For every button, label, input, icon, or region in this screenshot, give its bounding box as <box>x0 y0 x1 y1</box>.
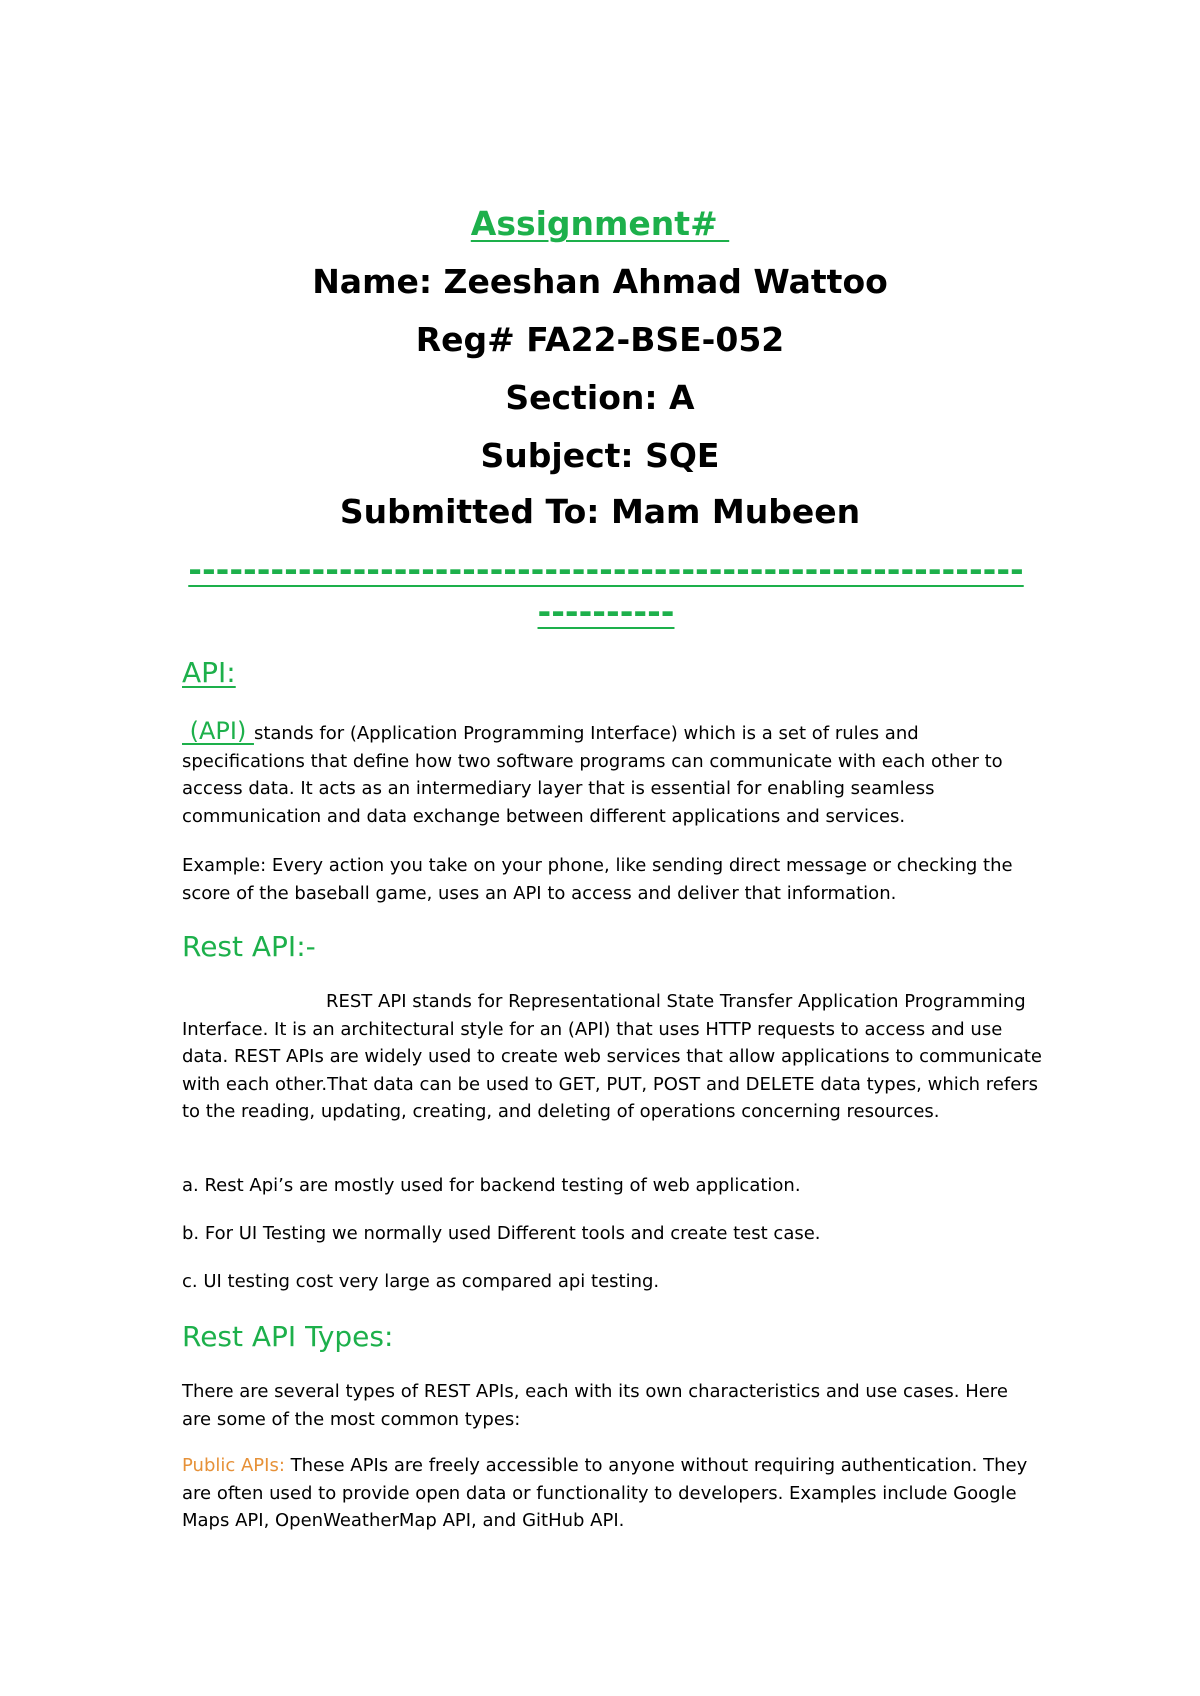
registration-number: Reg# FA22-BSE-052 <box>415 320 785 359</box>
public-apis-label: Public APIs: <box>182 1455 285 1476</box>
public-apis-text: These APIs are freely accessible to anyone without requiring authentication. They are often used to provide open data or functionality to developers. Examples include Google Maps API, OpenWeatherMap API, and GitHub API. <box>182 1455 1028 1531</box>
api-example-paragraph: Example: Every action you take on your phone, like sending direct message or checking the score of the baseball game, uses an API to access and deliver that information. <box>182 855 1013 904</box>
rest-api-types-heading: Rest API Types: <box>182 1320 394 1353</box>
api-heading: API: <box>182 656 236 689</box>
section-line: Section: A <box>505 378 695 417</box>
api-lead-term: (API) <box>182 717 254 745</box>
api-definition-text: stands for (Application Programming Interface) which is a set of rules and specifications that define how two software programs can communicate with each other to access data. It acts as an intermediary layer that is essential for enabling seamless communication and data exchange between different applications and services. <box>182 723 1003 827</box>
submitted-to-line: Submitted To: Mam Mubeen <box>339 492 861 531</box>
divider-line-1: ------------------------------------------------------------- <box>188 550 1024 589</box>
public-apis-paragraph <box>182 1452 1042 1535</box>
subject-line: Subject: SQE <box>480 436 720 475</box>
rest-types-intro: There are several types of REST APIs, each with its own characteristics and use cases. Here are some of the most common types: <box>182 1381 1008 1430</box>
student-name: Name: Zeeshan Ahmad Wattoo <box>312 262 888 301</box>
rest-api-heading: Rest API:- <box>182 930 316 963</box>
rest-point-c: c. UI testing cost very large as compared api testing. <box>182 1271 660 1292</box>
assignment-title: Assignment# <box>470 204 730 243</box>
rest-point-a: a. Rest Api’s are mostly used for backend testing of web application. <box>182 1175 801 1196</box>
divider-line-2: ---------- <box>537 592 675 631</box>
api-paragraph <box>182 718 1042 830</box>
rest-point-b: b. For UI Testing we normally used Different tools and create test case. <box>182 1223 821 1244</box>
rest-api-paragraph: REST API stands for Representational State Transfer Application Programming Interface. It is an architectural style for an (API) that uses HTTP requests to access and use data. REST APIs are widely used to create web services that allow applications to communicate with each other.That data can be used to GET, PUT, POST and DELETE data types, which refers to the reading, updating, creating, and deleting of operations concerning resources. <box>182 991 1042 1122</box>
